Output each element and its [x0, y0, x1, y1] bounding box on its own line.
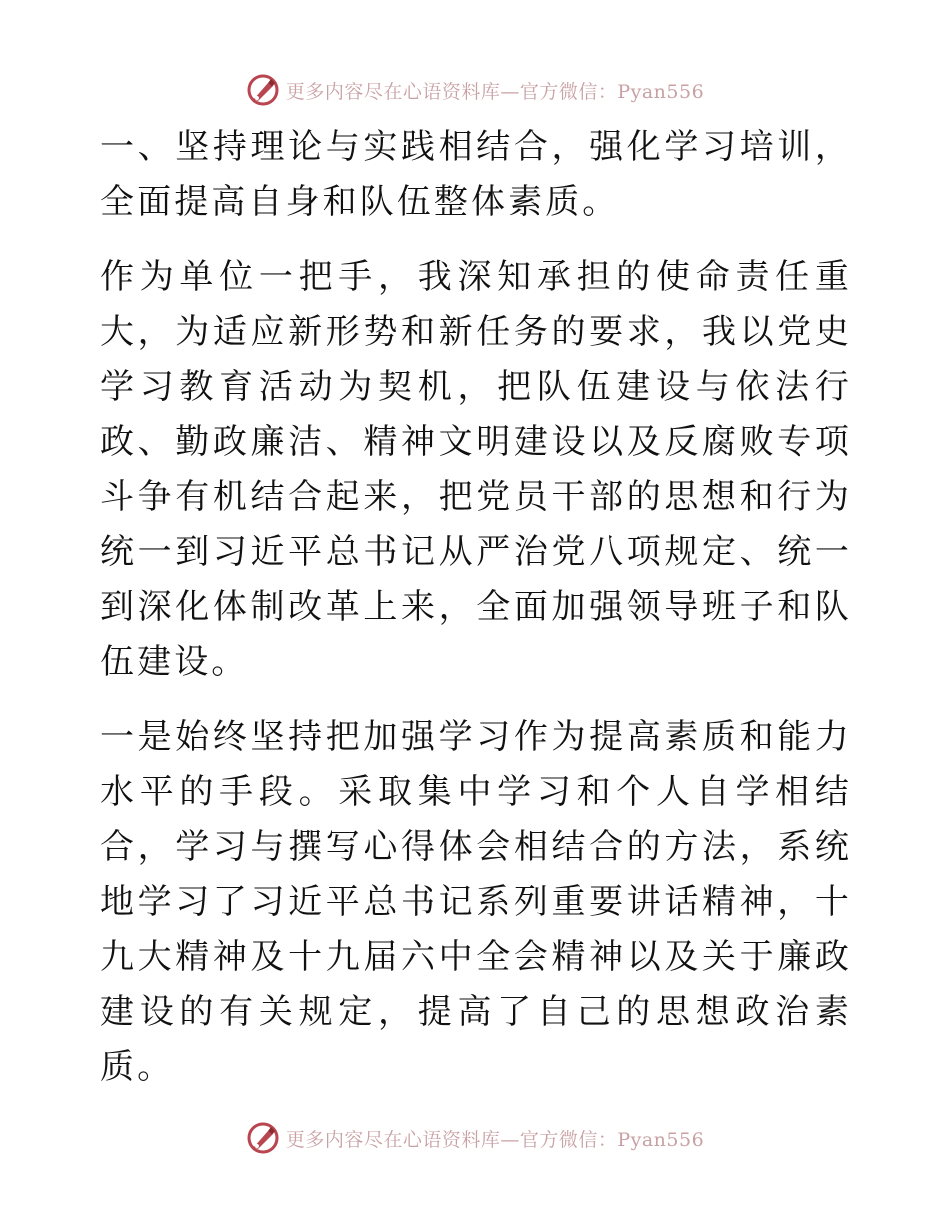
document-body: [100, 120, 852, 1115]
watermark-text: 更多内容尽在心语资料库—官方微信：Pyan556: [285, 1128, 705, 1151]
pen-logo-icon: [246, 73, 280, 107]
watermark-text: 更多内容尽在心语资料库—官方微信：Pyan556: [285, 80, 705, 103]
footer-watermark: [0, 1118, 950, 1158]
pen-logo-icon: [246, 1121, 280, 1155]
header-watermark: [0, 70, 950, 110]
body-paragraph: 作为单位一把手，我深知承担的使命责任重大，为适应新形势和新任务的要求，我以党史学习教育活动为契机，把队伍建设与依法行政、勤政廉洁、精神文明建设以及反腐败专项斗争有机结合起来，把党员干部的思想和行为统一到习近平总书记从严治党八项规定、统一到深化体制改革上来，全面加强领导班子和队伍建设。: [100, 257, 852, 682]
section-heading: 一、坚持理论与实践相结合，强化学习培训，全面提高自身和队伍整体素质。: [100, 127, 852, 222]
body-paragraph: 一是始终坚持把加强学习作为提高素质和能力水平的手段。采取集中学习和个人自学相结合，学习与撰写心得体会相结合的方法，系统地学习了习近平总书记系列重要讲话精神，十九大精神及十九届六中全会精神以及关于廉政建设的有关规定，提高了自己的思想政治素质。: [100, 717, 852, 1087]
